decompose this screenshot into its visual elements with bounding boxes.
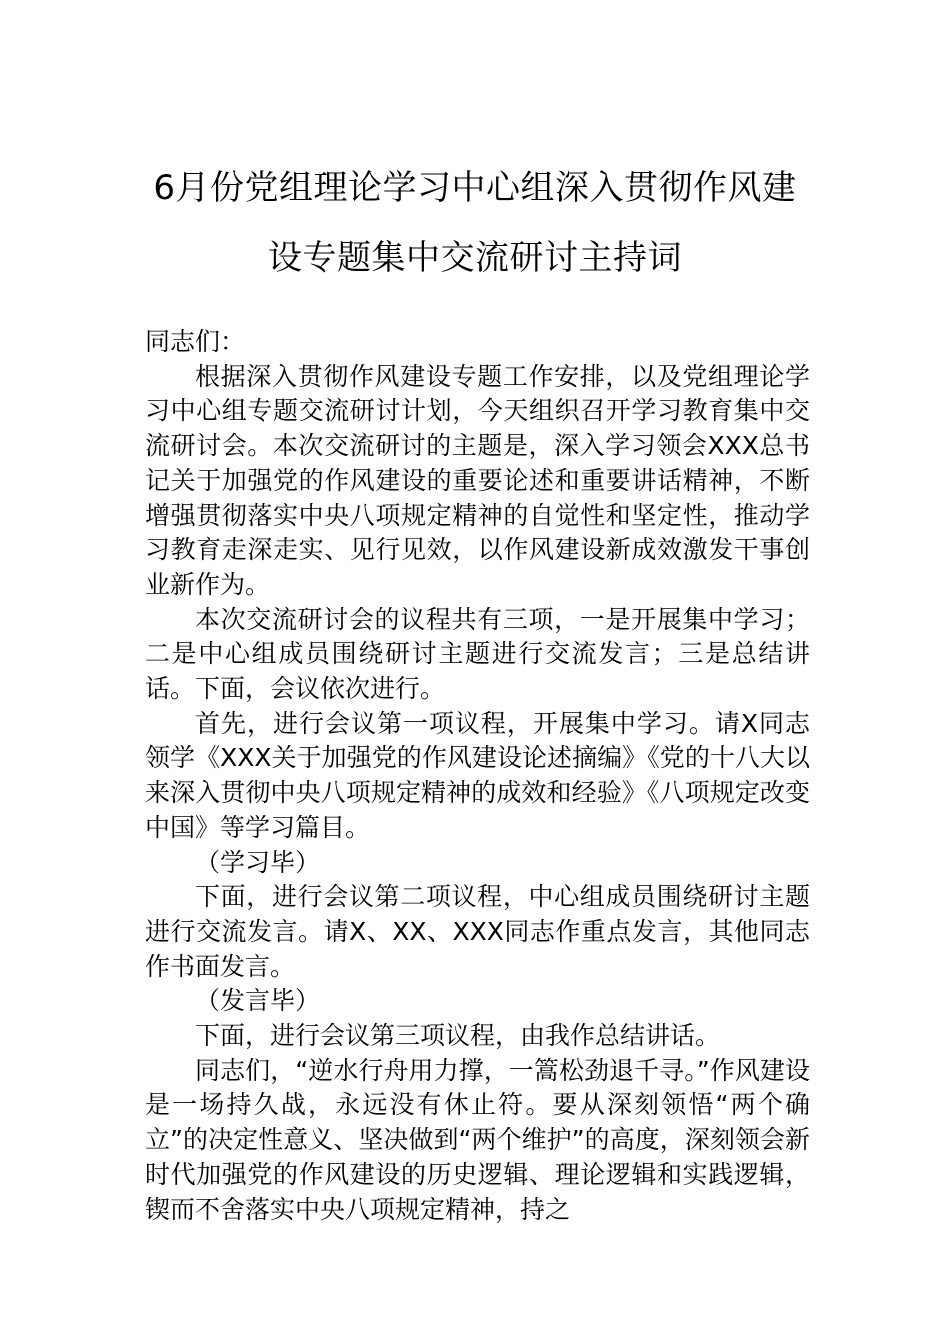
note-study-finished: （学习毕） [195, 847, 321, 877]
paragraph-intro: 根据深入贯彻作风建设专题工作安排，以及党组理论学习中心组专题交流研讨计划，今天组织召开学习教育集中交流研讨会。本次交流研讨的主题是，深入学习领会XXX总书记关于加强党的作风建设的重要论述和重要讲话精神，不断增强贯彻落实中央八项规定精神的自觉性和坚定性，推动学习教育走深走实、见行见效，以作风建设新成效激发干事创业新作为。 [145, 361, 810, 599]
document-body [145, 325, 810, 1227]
salutation: 同志们： [145, 327, 246, 356]
paragraph-summary: 同志们，“逆水行舟用力撑，一篙松劲退千寻。”作风建设是一场持久战，永远没有休止符。要从深刻领悟“两个确立”的决定性意义、坚决做到“两个维护”的高度，深刻领会新时代加强党的作风建设的历史逻辑、理论逻辑和实践逻辑，锲而不舍落实中央八项规定精神，持之 [145, 1055, 810, 1224]
paragraph-second-item: 下面，进行会议第二项议程，中心组成员围绕研讨主题进行交流发言。请X、XX、XXX同志作重点发言，其他同志作书面发言。 [145, 882, 810, 981]
note-speeches-finished: （发言毕） [195, 986, 321, 1016]
document-title-line-1: 6月份党组理论学习中心组深入贯彻作风建 [153, 168, 797, 208]
document-title-line-2: 设专题集中交流研讨主持词 [268, 238, 682, 278]
paragraph-third-item: 下面，进行会议第三项议程，由我作总结讲话。 [195, 1021, 721, 1051]
paragraph-agenda: 本次交流研讨会的议程共有三项，一是开展集中学习；二是中心组成员围绕研讨主题进行交流发言；三是总结讲话。下面，会议依次进行。 [145, 604, 810, 704]
paragraph-first-item: 首先，进行会议第一项议程，开展集中学习。请X同志领学《XXX关于加强党的作风建设论述摘编》《党的十八大以来深入贯彻中央八项规定精神的成效和经验》《八项规定改变中国》等学习篇目。 [145, 708, 810, 842]
